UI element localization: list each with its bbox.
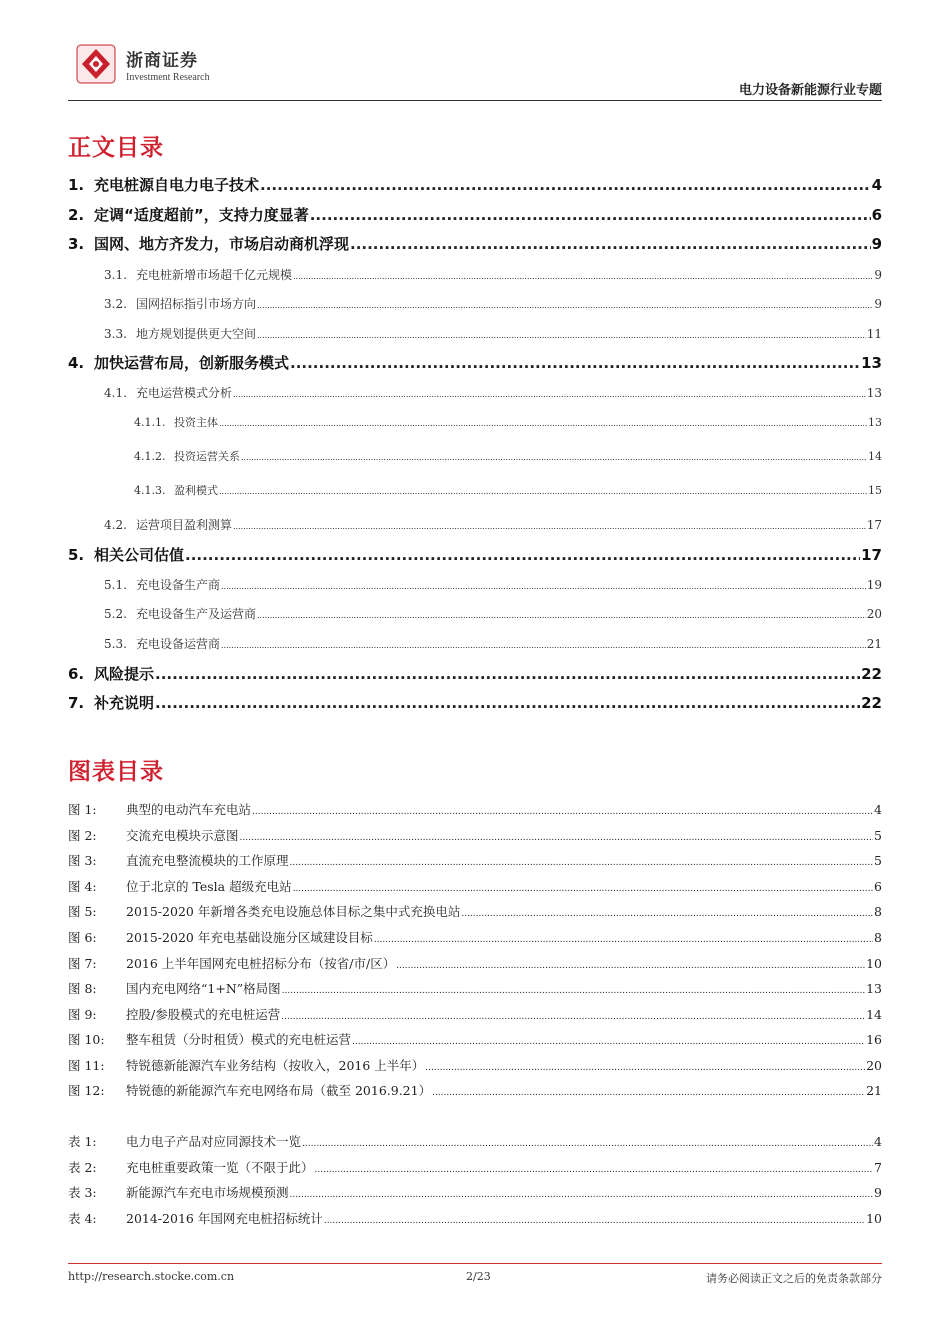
toc-subentry[interactable]: 3.2. 国网招标指引市场方向 ..... 9 — [68, 295, 882, 312]
toc-entry[interactable]: 7. 补充说明 ..... 22 — [68, 692, 882, 713]
toc-entry[interactable]: 4. 加快运营布局，创新服务模式 ..... 13 — [68, 352, 882, 373]
figure-entry[interactable]: 图 8: 国内充电网络“1+N”格局图 ..... 13 — [68, 979, 882, 997]
figure-entry[interactable]: 图 4: 位于北京的 Tesla 超级充电站 ..... 6 — [68, 877, 882, 895]
figure-entry[interactable]: 图 10: 整车租赁（分时租赁）模式的充电桩运营 ..... 16 — [68, 1030, 882, 1048]
footer-disclaimer: 请务必阅读正文之后的免责条款部分 — [706, 1272, 882, 1285]
toc-entry[interactable]: 5. 相关公司估值 ..... 17 — [68, 544, 882, 565]
page-number: 2/23 — [466, 1270, 491, 1283]
toc-subsubentry[interactable]: 4.1.3. 盈利模式 ..... 15 — [68, 482, 882, 498]
figures-title: 图表目录 — [68, 759, 164, 785]
toc-subsubentry[interactable]: 4.1.1. 投资主体 ..... 13 — [68, 414, 882, 430]
zheshang-logo-icon — [76, 44, 116, 84]
figure-entry[interactable]: 图 12: 特锐德的新能源汽车充电网络布局（截至 2016.9.21） ..... 21 — [68, 1081, 882, 1099]
table-entry[interactable]: 表 1: 电力电子产品对应同源技术一览 ..... 4 — [68, 1132, 882, 1150]
report-type-label: 电力设备新能源行业专题 — [738, 83, 882, 98]
toc-subentry[interactable]: 5.3. 充电设备运营商 ..... 21 — [68, 635, 882, 652]
table-entry[interactable]: 表 4: 2014-2016 年国网充电桩招标统计 ..... 10 — [68, 1209, 882, 1227]
toc-entry[interactable]: 6. 风险提示 ..... 22 — [68, 663, 882, 684]
figure-entry[interactable]: 图 5: 2015-2020 年新增各类充电设施总体目标之集中式充换电站 ..... 8 — [68, 902, 882, 920]
toc-subsubentry[interactable]: 4.1.2. 投资运营关系 ..... 14 — [68, 448, 882, 464]
toc-subentry[interactable]: 4.2. 运营项目盈利测算 ..... 17 — [68, 516, 882, 533]
toc-entry[interactable]: 1. 充电桩源自电力电子技术 ..... 4 — [68, 174, 882, 195]
figure-entry[interactable]: 图 3: 直流充电整流模块的工作原理 ..... 5 — [68, 851, 882, 869]
footer-divider — [68, 1263, 882, 1264]
page-header — [68, 38, 882, 100]
figure-entry[interactable]: 图 1: 典型的电动汽车充电站 ..... 4 — [68, 800, 882, 818]
toc-subentry[interactable]: 3.1. 充电桩新增市场超千亿元规模 ..... 9 — [68, 266, 882, 283]
toc-entry[interactable]: 3. 国网、地方齐发力，市场启动商机浮现 ..... 9 — [68, 233, 882, 254]
toc-subentry[interactable]: 4.1. 充电运营模式分析 ..... 13 — [68, 384, 882, 401]
figure-entry[interactable]: 图 6: 2015-2020 年充电基础设施分区域建设目标 ..... 8 — [68, 928, 882, 946]
toc-entry[interactable]: 2. 定调“适度超前”，支持力度显著 ..... 6 — [68, 204, 882, 225]
footer-url[interactable]: http://research.stocke.com.cn — [68, 1270, 235, 1283]
table-entry[interactable]: 表 3: 新能源汽车充电市场规模预测 ..... 9 — [68, 1183, 882, 1201]
toc-subentry[interactable]: 5.1. 充电设备生产商 ..... 19 — [68, 576, 882, 593]
toc-title: 正文目录 — [68, 135, 164, 161]
logo-chinese-name: 浙商证券 — [126, 51, 198, 71]
figure-entry[interactable]: 图 7: 2016 上半年国网充电桩招标分布（按省/市/区） ..... 10 — [68, 954, 882, 972]
figure-entry[interactable]: 图 9: 控股/参股模式的充电桩运营 ..... 14 — [68, 1005, 882, 1023]
figure-entry[interactable]: 图 2: 交流充电模块示意图 ..... 5 — [68, 826, 882, 844]
header-divider — [68, 100, 882, 101]
figure-entry[interactable]: 图 11: 特锐德新能源汽车业务结构（按收入，2016 上半年） ..... 20 — [68, 1056, 882, 1074]
toc-subentry[interactable]: 3.3. 地方规划提供更大空间 ..... 11 — [68, 325, 882, 342]
table-entry[interactable]: 表 2: 充电桩重要政策一览（不限于此） ..... 7 — [68, 1158, 882, 1176]
logo-english-name: Investment Research — [126, 72, 210, 83]
toc-subentry[interactable]: 5.2. 充电设备生产及运营商 ..... 20 — [68, 605, 882, 622]
